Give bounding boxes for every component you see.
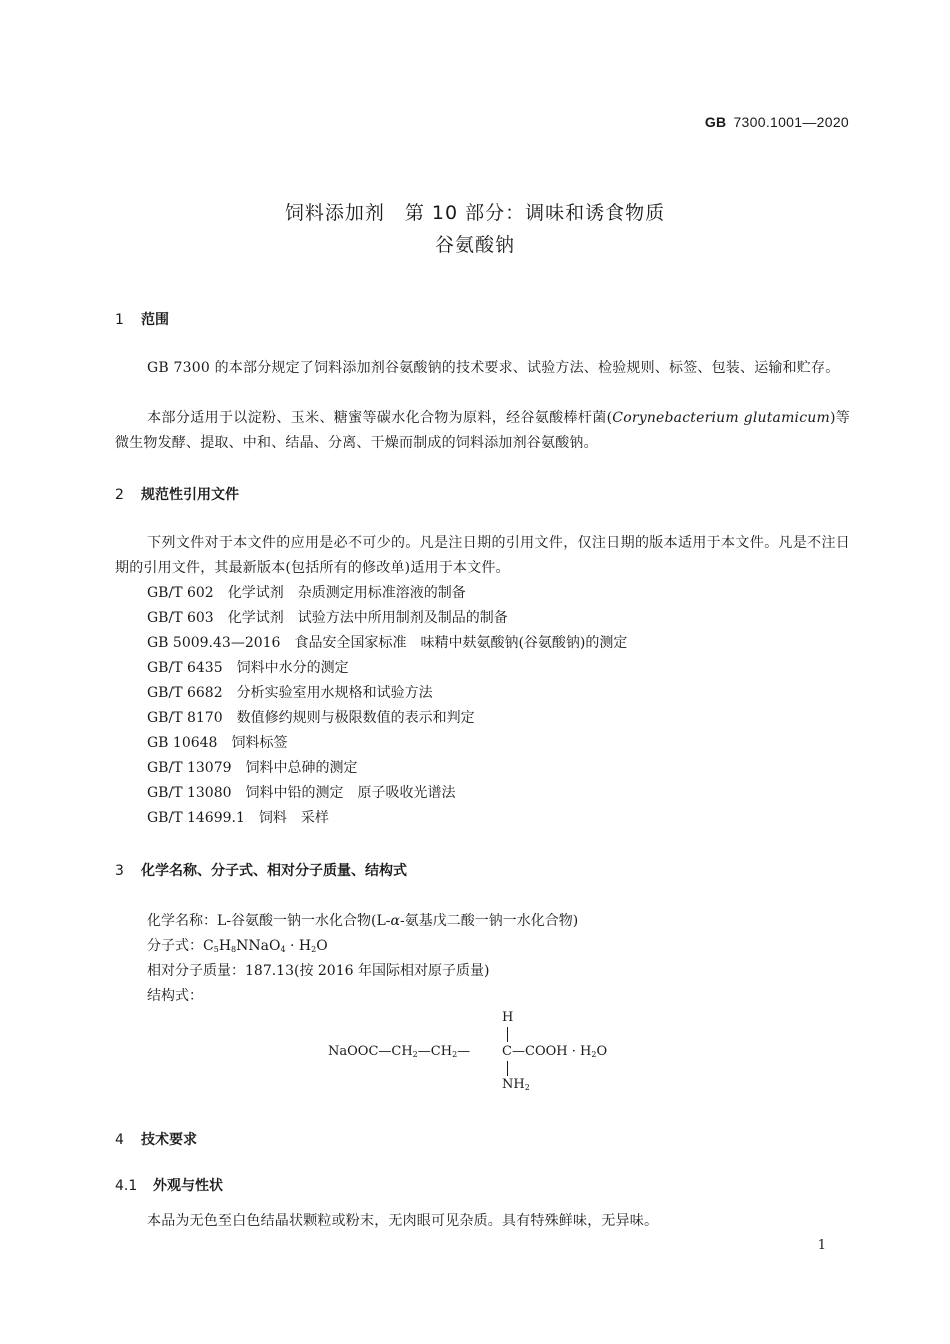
structure-left-chain: $NaOOC—CH_2—CH_2—$ [328, 1044, 471, 1059]
document-title: 饲料添加剂 第 10 部分：调味和诱食物质 [284, 202, 666, 224]
species-name: Corynebacterium glutamicum [612, 410, 830, 426]
standard-number [705, 114, 849, 130]
reference-item: GB 5009.43—2016 食品安全国家标准 味精中麸氨酸钠(谷氨酸钠)的测定 [147, 635, 628, 651]
section-2-heading: 2 规范性引用文件 [115, 487, 239, 503]
structure-bottom-nh2: $NH_2$ [502, 1077, 530, 1092]
bond-vertical-bottom [507, 1061, 508, 1076]
structural-formula-label: 结构式： [147, 988, 203, 1004]
structure-top-h: H [502, 1010, 514, 1025]
section-4-heading: 4 技术要求 [115, 1132, 197, 1148]
reference-item: GB/T 6435 饲料中水分的测定 [147, 660, 349, 676]
section-title: 技术要求 [141, 1132, 197, 1148]
formula-text: $C_5H_8NNaO_4 \cdot H_2O$ [203, 938, 328, 954]
section-3-heading: 3 化学名称、分子式、相对分子质量、结构式 [115, 863, 407, 879]
bond-vertical-top [507, 1027, 508, 1042]
reference-item: GB/T 13080 饲料中铅的测定 原子吸收光谱法 [147, 785, 456, 801]
reference-item: GB/T 14699.1 饲料 采样 [147, 810, 329, 826]
reference-item: GB/T 602 化学试剂 杂质测定用标准溶液的制备 [147, 585, 466, 601]
subsection-title: 外观与性状 [153, 1178, 223, 1194]
section-number: 1 [115, 312, 124, 328]
section-1-paragraph-1: GB 7300 的本部分规定了饲料添加剂谷氨酸钠的技术要求、试验方法、检验规则、标签、包装、运输和贮存。 [147, 360, 840, 376]
section-1-heading [115, 309, 169, 329]
reference-item: GB/T 8170 数值修约规则与极限数值的表示和判定 [147, 710, 475, 726]
relative-molecular-mass: 相对分子质量：187.13(按 2016 年国际相对原子质量) [147, 963, 490, 979]
reference-item: GB 10648 饲料标签 [147, 735, 288, 751]
section-2-intro: 下列文件对于本文件的应用是必不可少的。凡是注日期的引用文件，仅注日期的版本适用于本文件。凡是不注日期的引用文件，其最新版本(包括所有的修改单)适用于本文件。 [115, 535, 850, 576]
chemical-name: 化学名称：L-谷氨酸一钠一水化合物(L-α-氨基戊二酸一钠一水化合物) [147, 913, 579, 929]
section-1-paragraph-2: 本部分适用于以淀粉、玉米、糖蜜等碳水化合物为原料，经谷氨酸棒杆菌(Corynebacterium glutamicum)等微生物发酵、提取、中和、结晶、分离、干燥而制成的饲料添加剂谷氨酸钠。 [115, 410, 851, 451]
section-title: 范围 [141, 312, 169, 328]
section-4-1-paragraph: 本品为无色至白色结晶状颗粒或粉末，无肉眼可见杂质。具有特殊鲜味，无异味。 [147, 1213, 659, 1229]
section-title: 化学名称、分子式、相对分子质量、结构式 [141, 863, 407, 879]
structure-right-chain: —COOH · $H_2O$ [512, 1044, 608, 1059]
molecular-formula: 分子式：$C_5H_8NNaO_4 \cdot H_2O$ [147, 938, 328, 954]
document-subtitle: 谷氨酸钠 [434, 234, 515, 256]
section-title: 规范性引用文件 [141, 487, 239, 503]
reference-item: GB/T 6682 分析实验室用水规格和试验方法 [147, 685, 433, 701]
section-4-1-heading: 4.1 外观与性状 [115, 1178, 223, 1194]
structure-center-c: C [502, 1044, 512, 1059]
reference-item: GB/T 13079 饲料中总砷的测定 [147, 760, 358, 776]
standard-code: 7300.1001—2020 [733, 114, 849, 130]
standard-prefix: GB [704, 114, 727, 130]
reference-item: GB/T 603 化学试剂 试验方法中所用制剂及制品的制备 [147, 610, 508, 626]
page-number: 1 [817, 1238, 826, 1253]
